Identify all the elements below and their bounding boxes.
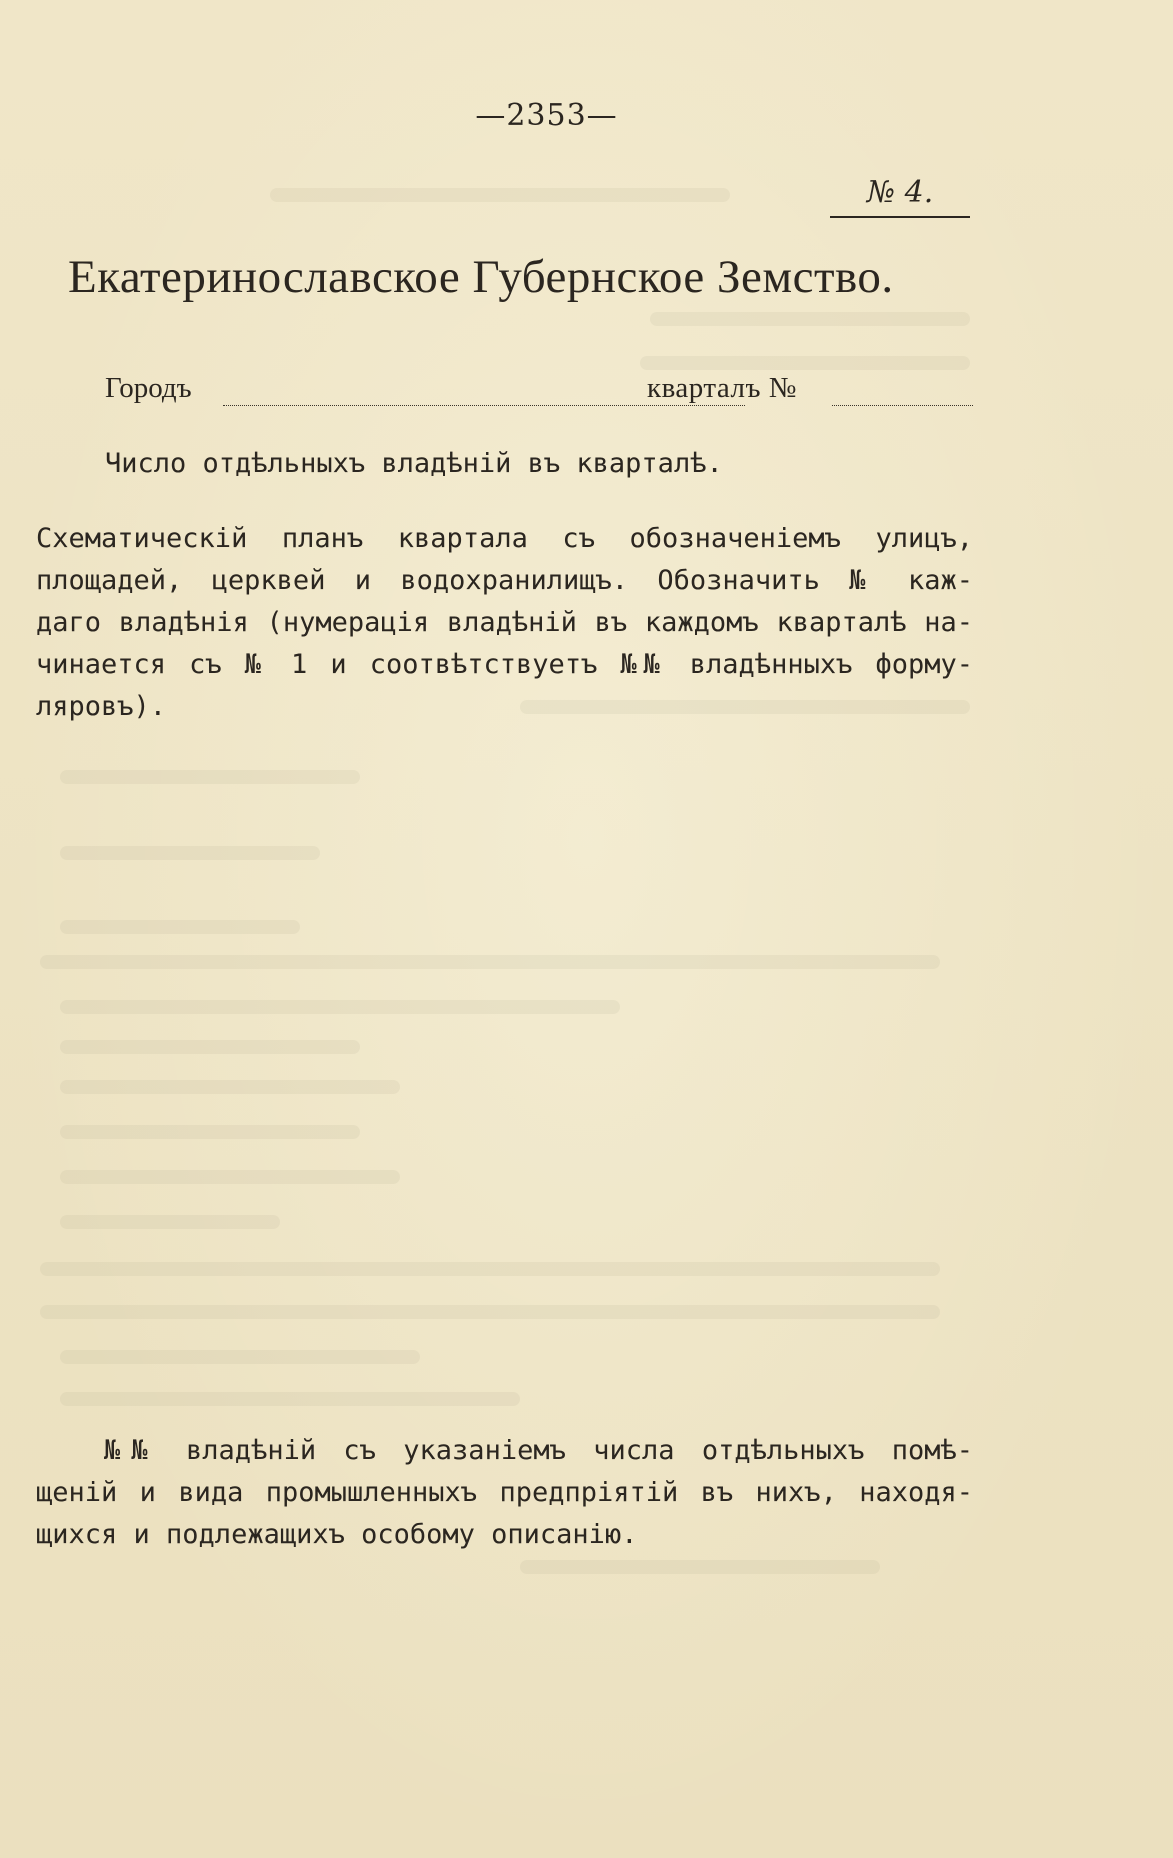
scheme-paragraph-line: чинается съ № 1 и соотвѣтствуетъ №№ владѣнныхъ форму- bbox=[36, 649, 973, 680]
city-blank-line bbox=[223, 405, 745, 406]
scheme-paragraph-line: даго владѣнія (нумерація владѣній въ каждомъ кварталѣ на- bbox=[36, 607, 973, 638]
listing-paragraph bbox=[36, 1430, 973, 1556]
scheme-paragraph-line: площадей, церквей и водохранилищъ. Обозначить № каж- bbox=[36, 565, 973, 596]
scheme-paragraph-line: Схематическій планъ квартала съ обозначеніемъ улицъ, bbox=[36, 523, 973, 554]
form-number: № 4. bbox=[866, 175, 934, 210]
listing-paragraph-line: №№ владѣній съ указаніемъ числа отдѣльныхъ помѣ- bbox=[104, 1435, 973, 1466]
listing-paragraph-line: щихся и подлежащихъ особому описанію. bbox=[36, 1519, 638, 1550]
city-label: Городъ bbox=[105, 372, 192, 404]
document-title: Екатеринославское Губернское Земство. bbox=[68, 251, 894, 303]
listing-paragraph-line: щеній и вида промышленныхъ предпріятій въ нихъ, находя- bbox=[36, 1477, 973, 1508]
scheme-paragraph bbox=[36, 518, 973, 728]
block-label: кварталъ № bbox=[647, 372, 797, 404]
form-number-underline bbox=[830, 216, 970, 218]
city-block-field-row bbox=[105, 372, 973, 412]
block-number-blank-line bbox=[832, 405, 973, 406]
scheme-paragraph-line: ляровъ). bbox=[36, 691, 167, 722]
ownership-count-line: Число отдѣльныхъ владѣній въ кварталѣ. bbox=[105, 448, 723, 479]
page-number: —2353— bbox=[475, 98, 618, 133]
